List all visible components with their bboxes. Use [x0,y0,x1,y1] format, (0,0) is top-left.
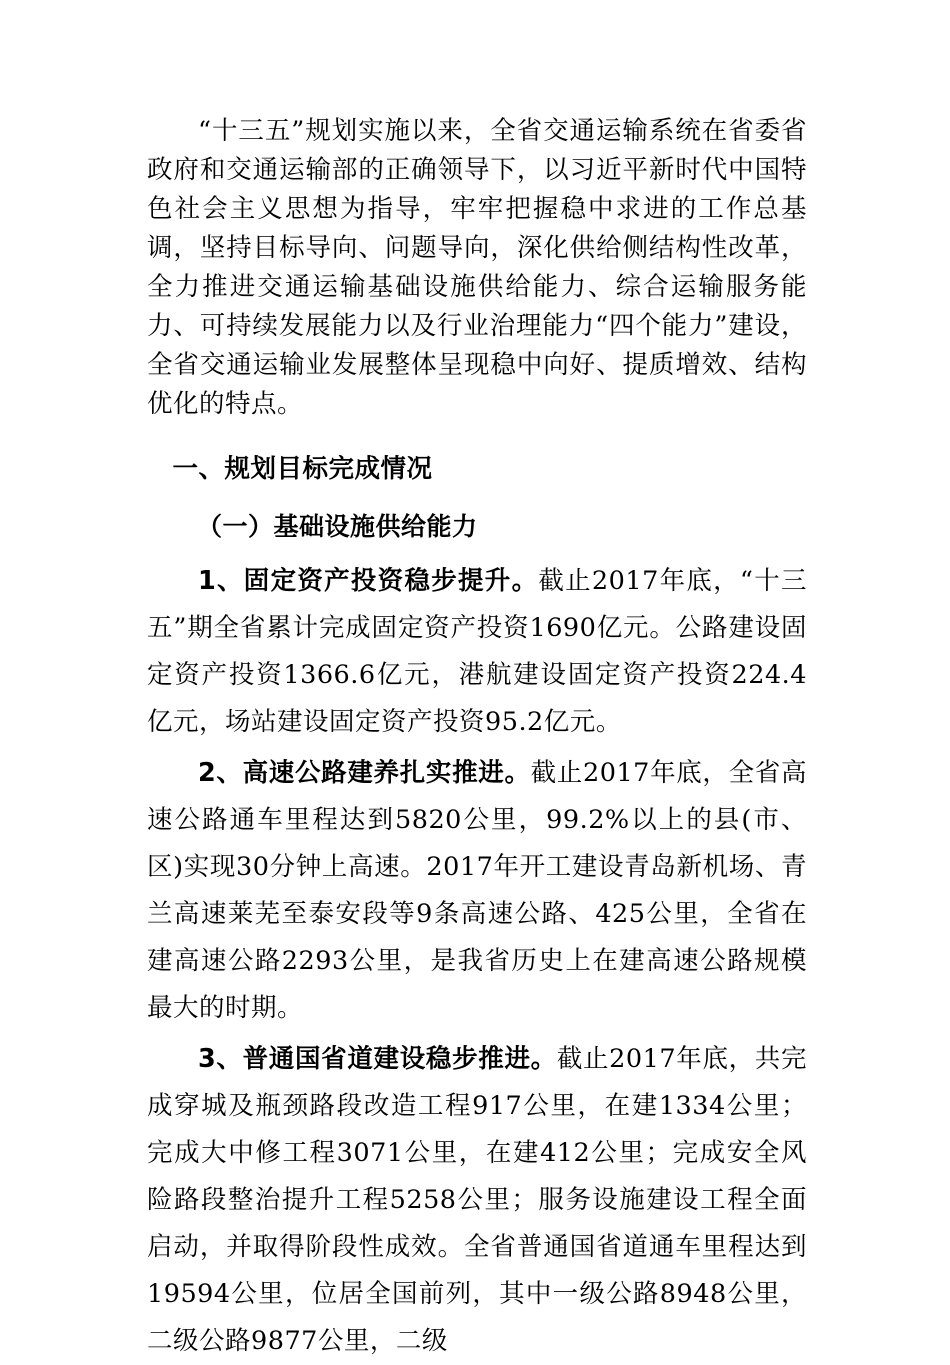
item-text: 截止2017年底，共完成穿城及瓶颈路段改造工程917公里，在建1334公里；完成大中修工程3071公里，在建412公里；完成安全风险路段整治提升工程5258公里；服务设施建设工程全面启动，并取得阶段性成效。全省普通国省道通车里程达到19594公里，位居全国前列，其中一级公路8948公里，二级公路9877公里，二级 [147,1044,807,1356]
document-body [147,112,807,1365]
item-text: 截止2017年底，全省高速公路通车里程达到5820公里，99.2%以上的县(市、区)实现30分钟上高速。2017年开工建设青岛新机场、青兰高速莱芜至泰安段等9条高速公路、425公里，全省在建高速公路2293公里，是我省历史上在建高速公路规模最大的时期。 [147,758,807,1023]
subsection-heading-infrastructure: （一）基础设施供给能力 [197,512,478,541]
item-lead: 1、固定资产投资稳步提升。 [198,566,539,596]
section-heading-plan-targets: 一、规划目标完成情况 [172,454,433,484]
item-lead: 3、普通国省道建设稳步推进。 [198,1044,557,1074]
item-expressway-construction [147,750,807,1032]
item-fixed-asset-investment [147,558,807,746]
intro-paragraph: “十三五”规划实施以来，全省交通运输系统在省委省政府和交通运输部的正确领导下，以习近平新时代中国特色社会主义思想为指导，牢牢把握稳中求进的工作总基调，坚持目标导向、问题导向，深化供给侧结构性改革，全力推进交通运输基础设施供给能力、综合运输服务能力、可持续发展能力以及行业治理能力“四个能力”建设，全省交通运输业发展整体呈现稳中向好、提质增效、结构优化的特点。 [147,116,807,419]
item-lead: 2、高速公路建养扎实推进。 [198,758,531,788]
item-text: 截止2017年底，“十三五”期全省累计完成固定资产投资1690亿元。公路建设固定资产投资1366.6亿元，港航建设固定资产投资224.4亿元，场站建设固定资产投资95.2亿元。 [147,566,807,737]
item-national-provincial-roads [147,1036,807,1365]
